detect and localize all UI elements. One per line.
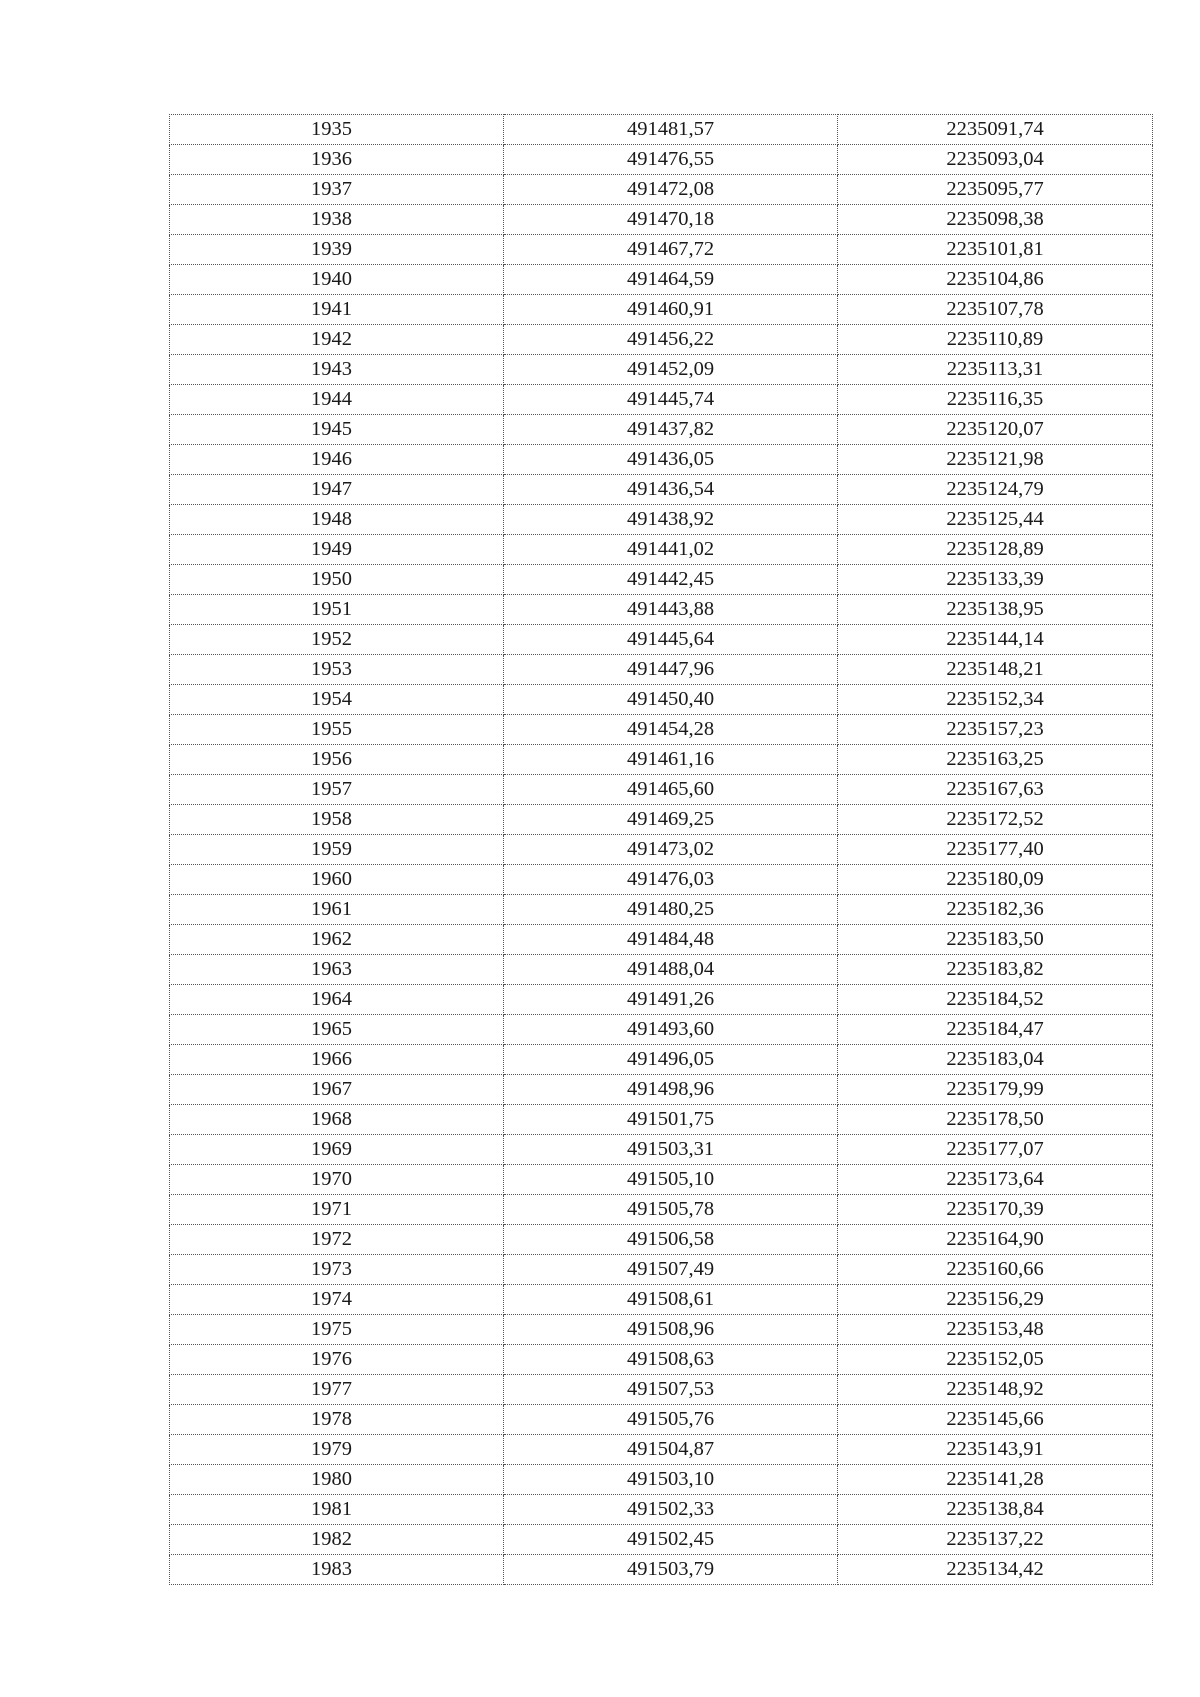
point-number-cell: 1944	[170, 385, 504, 415]
table-row	[170, 325, 1153, 355]
point-number-cell: 1968	[170, 1105, 504, 1135]
point-number-cell: 1972	[170, 1225, 504, 1255]
table-row	[170, 1405, 1153, 1435]
y-coordinate-cell: 2235177,07	[838, 1135, 1153, 1165]
x-coordinate-cell: 491505,76	[504, 1405, 838, 1435]
table-row	[170, 835, 1153, 865]
table-row	[170, 1435, 1153, 1465]
x-coordinate-cell: 491493,60	[504, 1015, 838, 1045]
table-row	[170, 595, 1153, 625]
point-number-cell: 1961	[170, 895, 504, 925]
x-coordinate-cell: 491437,82	[504, 415, 838, 445]
y-coordinate-cell: 2235145,66	[838, 1405, 1153, 1435]
x-coordinate-cell: 491476,55	[504, 145, 838, 175]
y-coordinate-cell: 2235121,98	[838, 445, 1153, 475]
table-row	[170, 1555, 1153, 1585]
x-coordinate-cell: 491498,96	[504, 1075, 838, 1105]
x-coordinate-cell: 491504,87	[504, 1435, 838, 1465]
table-row	[170, 1105, 1153, 1135]
x-coordinate-cell: 491507,49	[504, 1255, 838, 1285]
x-coordinate-cell: 491445,74	[504, 385, 838, 415]
y-coordinate-cell: 2235110,89	[838, 325, 1153, 355]
x-coordinate-cell: 491436,05	[504, 445, 838, 475]
point-number-cell: 1938	[170, 205, 504, 235]
point-number-cell: 1977	[170, 1375, 504, 1405]
x-coordinate-cell: 491503,10	[504, 1465, 838, 1495]
table-row	[170, 1135, 1153, 1165]
point-number-cell: 1951	[170, 595, 504, 625]
table-row	[170, 895, 1153, 925]
y-coordinate-cell: 2235180,09	[838, 865, 1153, 895]
point-number-cell: 1970	[170, 1165, 504, 1195]
table-row	[170, 175, 1153, 205]
table-row	[170, 865, 1153, 895]
x-coordinate-cell: 491506,58	[504, 1225, 838, 1255]
point-number-cell: 1955	[170, 715, 504, 745]
x-coordinate-cell: 491442,45	[504, 565, 838, 595]
table-row	[170, 1015, 1153, 1045]
x-coordinate-cell: 491503,79	[504, 1555, 838, 1585]
x-coordinate-cell: 491507,53	[504, 1375, 838, 1405]
y-coordinate-cell: 2235172,52	[838, 805, 1153, 835]
table-row	[170, 1255, 1153, 1285]
table-row	[170, 745, 1153, 775]
table-row	[170, 1525, 1153, 1555]
coordinates-table-body	[170, 115, 1153, 1585]
point-number-cell: 1935	[170, 115, 504, 145]
y-coordinate-cell: 2235125,44	[838, 505, 1153, 535]
y-coordinate-cell: 2235152,05	[838, 1345, 1153, 1375]
table-row	[170, 535, 1153, 565]
point-number-cell: 1943	[170, 355, 504, 385]
y-coordinate-cell: 2235138,95	[838, 595, 1153, 625]
x-coordinate-cell: 491464,59	[504, 265, 838, 295]
point-number-cell: 1947	[170, 475, 504, 505]
point-number-cell: 1937	[170, 175, 504, 205]
y-coordinate-cell: 2235183,04	[838, 1045, 1153, 1075]
point-number-cell: 1939	[170, 235, 504, 265]
table-row	[170, 805, 1153, 835]
y-coordinate-cell: 2235113,31	[838, 355, 1153, 385]
y-coordinate-cell: 2235183,50	[838, 925, 1153, 955]
y-coordinate-cell: 2235184,52	[838, 985, 1153, 1015]
y-coordinate-cell: 2235093,04	[838, 145, 1153, 175]
x-coordinate-cell: 491472,08	[504, 175, 838, 205]
point-number-cell: 1959	[170, 835, 504, 865]
table-row	[170, 1345, 1153, 1375]
y-coordinate-cell: 2235184,47	[838, 1015, 1153, 1045]
y-coordinate-cell: 2235120,07	[838, 415, 1153, 445]
table-row	[170, 565, 1153, 595]
point-number-cell: 1953	[170, 655, 504, 685]
point-number-cell: 1946	[170, 445, 504, 475]
point-number-cell: 1940	[170, 265, 504, 295]
point-number-cell: 1964	[170, 985, 504, 1015]
y-coordinate-cell: 2235133,39	[838, 565, 1153, 595]
point-number-cell: 1942	[170, 325, 504, 355]
y-coordinate-cell: 2235182,36	[838, 895, 1153, 925]
x-coordinate-cell: 491460,91	[504, 295, 838, 325]
x-coordinate-cell: 491473,02	[504, 835, 838, 865]
point-number-cell: 1967	[170, 1075, 504, 1105]
y-coordinate-cell: 2235095,77	[838, 175, 1153, 205]
point-number-cell: 1936	[170, 145, 504, 175]
y-coordinate-cell: 2235167,63	[838, 775, 1153, 805]
y-coordinate-cell: 2235177,40	[838, 835, 1153, 865]
point-number-cell: 1976	[170, 1345, 504, 1375]
x-coordinate-cell: 491469,25	[504, 805, 838, 835]
y-coordinate-cell: 2235141,28	[838, 1465, 1153, 1495]
y-coordinate-cell: 2235152,34	[838, 685, 1153, 715]
table-row	[170, 1375, 1153, 1405]
x-coordinate-cell: 491454,28	[504, 715, 838, 745]
point-number-cell: 1979	[170, 1435, 504, 1465]
y-coordinate-cell: 2235091,74	[838, 115, 1153, 145]
point-number-cell: 1978	[170, 1405, 504, 1435]
y-coordinate-cell: 2235178,50	[838, 1105, 1153, 1135]
table-row	[170, 955, 1153, 985]
x-coordinate-cell: 491508,61	[504, 1285, 838, 1315]
y-coordinate-cell: 2235163,25	[838, 745, 1153, 775]
point-number-cell: 1980	[170, 1465, 504, 1495]
table-row	[170, 475, 1153, 505]
y-coordinate-cell: 2235107,78	[838, 295, 1153, 325]
y-coordinate-cell: 2235128,89	[838, 535, 1153, 565]
y-coordinate-cell: 2235124,79	[838, 475, 1153, 505]
table-row	[170, 655, 1153, 685]
table-row	[170, 505, 1153, 535]
x-coordinate-cell: 491456,22	[504, 325, 838, 355]
table-row	[170, 1225, 1153, 1255]
table-row	[170, 355, 1153, 385]
table-row	[170, 715, 1153, 745]
table-row	[170, 1075, 1153, 1105]
point-number-cell: 1971	[170, 1195, 504, 1225]
table-row	[170, 1495, 1153, 1525]
table-row	[170, 1195, 1153, 1225]
point-number-cell: 1969	[170, 1135, 504, 1165]
x-coordinate-cell: 491470,18	[504, 205, 838, 235]
point-number-cell: 1966	[170, 1045, 504, 1075]
table-row	[170, 235, 1153, 265]
table-row	[170, 415, 1153, 445]
point-number-cell: 1950	[170, 565, 504, 595]
x-coordinate-cell: 491447,96	[504, 655, 838, 685]
table-row	[170, 1165, 1153, 1195]
table-row	[170, 775, 1153, 805]
x-coordinate-cell: 491452,09	[504, 355, 838, 385]
y-coordinate-cell: 2235138,84	[838, 1495, 1153, 1525]
x-coordinate-cell: 491480,25	[504, 895, 838, 925]
y-coordinate-cell: 2235104,86	[838, 265, 1153, 295]
y-coordinate-cell: 2235170,39	[838, 1195, 1153, 1225]
x-coordinate-cell: 491491,26	[504, 985, 838, 1015]
point-number-cell: 1949	[170, 535, 504, 565]
x-coordinate-cell: 491484,48	[504, 925, 838, 955]
y-coordinate-cell: 2235144,14	[838, 625, 1153, 655]
coordinates-table	[169, 114, 1153, 1585]
x-coordinate-cell: 491505,78	[504, 1195, 838, 1225]
table-row	[170, 295, 1153, 325]
x-coordinate-cell: 491461,16	[504, 745, 838, 775]
y-coordinate-cell: 2235157,23	[838, 715, 1153, 745]
point-number-cell: 1941	[170, 295, 504, 325]
point-number-cell: 1952	[170, 625, 504, 655]
x-coordinate-cell: 491465,60	[504, 775, 838, 805]
point-number-cell: 1965	[170, 1015, 504, 1045]
point-number-cell: 1982	[170, 1525, 504, 1555]
y-coordinate-cell: 2235164,90	[838, 1225, 1153, 1255]
table-row	[170, 985, 1153, 1015]
y-coordinate-cell: 2235153,48	[838, 1315, 1153, 1345]
x-coordinate-cell: 491438,92	[504, 505, 838, 535]
x-coordinate-cell: 491445,64	[504, 625, 838, 655]
point-number-cell: 1960	[170, 865, 504, 895]
x-coordinate-cell: 491476,03	[504, 865, 838, 895]
y-coordinate-cell: 2235137,22	[838, 1525, 1153, 1555]
point-number-cell: 1974	[170, 1285, 504, 1315]
y-coordinate-cell: 2235179,99	[838, 1075, 1153, 1105]
x-coordinate-cell: 491467,72	[504, 235, 838, 265]
table-row	[170, 1045, 1153, 1075]
point-number-cell: 1981	[170, 1495, 504, 1525]
y-coordinate-cell: 2235143,91	[838, 1435, 1153, 1465]
y-coordinate-cell: 2235116,35	[838, 385, 1153, 415]
point-number-cell: 1958	[170, 805, 504, 835]
y-coordinate-cell: 2235156,29	[838, 1285, 1153, 1315]
table-row	[170, 1315, 1153, 1345]
x-coordinate-cell: 491481,57	[504, 115, 838, 145]
point-number-cell: 1963	[170, 955, 504, 985]
table-row	[170, 115, 1153, 145]
point-number-cell: 1962	[170, 925, 504, 955]
y-coordinate-cell: 2235173,64	[838, 1165, 1153, 1195]
x-coordinate-cell: 491508,96	[504, 1315, 838, 1345]
point-number-cell: 1945	[170, 415, 504, 445]
point-number-cell: 1954	[170, 685, 504, 715]
table-row	[170, 1285, 1153, 1315]
point-number-cell: 1975	[170, 1315, 504, 1345]
table-row	[170, 205, 1153, 235]
x-coordinate-cell: 491436,54	[504, 475, 838, 505]
y-coordinate-cell: 2235148,92	[838, 1375, 1153, 1405]
y-coordinate-cell: 2235134,42	[838, 1555, 1153, 1585]
y-coordinate-cell: 2235101,81	[838, 235, 1153, 265]
y-coordinate-cell: 2235183,82	[838, 955, 1153, 985]
x-coordinate-cell: 491505,10	[504, 1165, 838, 1195]
point-number-cell: 1956	[170, 745, 504, 775]
x-coordinate-cell: 491488,04	[504, 955, 838, 985]
point-number-cell: 1957	[170, 775, 504, 805]
table-row	[170, 265, 1153, 295]
table-row	[170, 625, 1153, 655]
table-row	[170, 925, 1153, 955]
point-number-cell: 1948	[170, 505, 504, 535]
x-coordinate-cell: 491501,75	[504, 1105, 838, 1135]
table-row	[170, 445, 1153, 475]
y-coordinate-cell: 2235098,38	[838, 205, 1153, 235]
x-coordinate-cell: 491502,33	[504, 1495, 838, 1525]
point-number-cell: 1983	[170, 1555, 504, 1585]
x-coordinate-cell: 491441,02	[504, 535, 838, 565]
table-row	[170, 385, 1153, 415]
x-coordinate-cell: 491450,40	[504, 685, 838, 715]
x-coordinate-cell: 491443,88	[504, 595, 838, 625]
x-coordinate-cell: 491502,45	[504, 1525, 838, 1555]
y-coordinate-cell: 2235160,66	[838, 1255, 1153, 1285]
x-coordinate-cell: 491496,05	[504, 1045, 838, 1075]
x-coordinate-cell: 491503,31	[504, 1135, 838, 1165]
table-row	[170, 145, 1153, 175]
point-number-cell: 1973	[170, 1255, 504, 1285]
x-coordinate-cell: 491508,63	[504, 1345, 838, 1375]
y-coordinate-cell: 2235148,21	[838, 655, 1153, 685]
table-row	[170, 685, 1153, 715]
table-row	[170, 1465, 1153, 1495]
